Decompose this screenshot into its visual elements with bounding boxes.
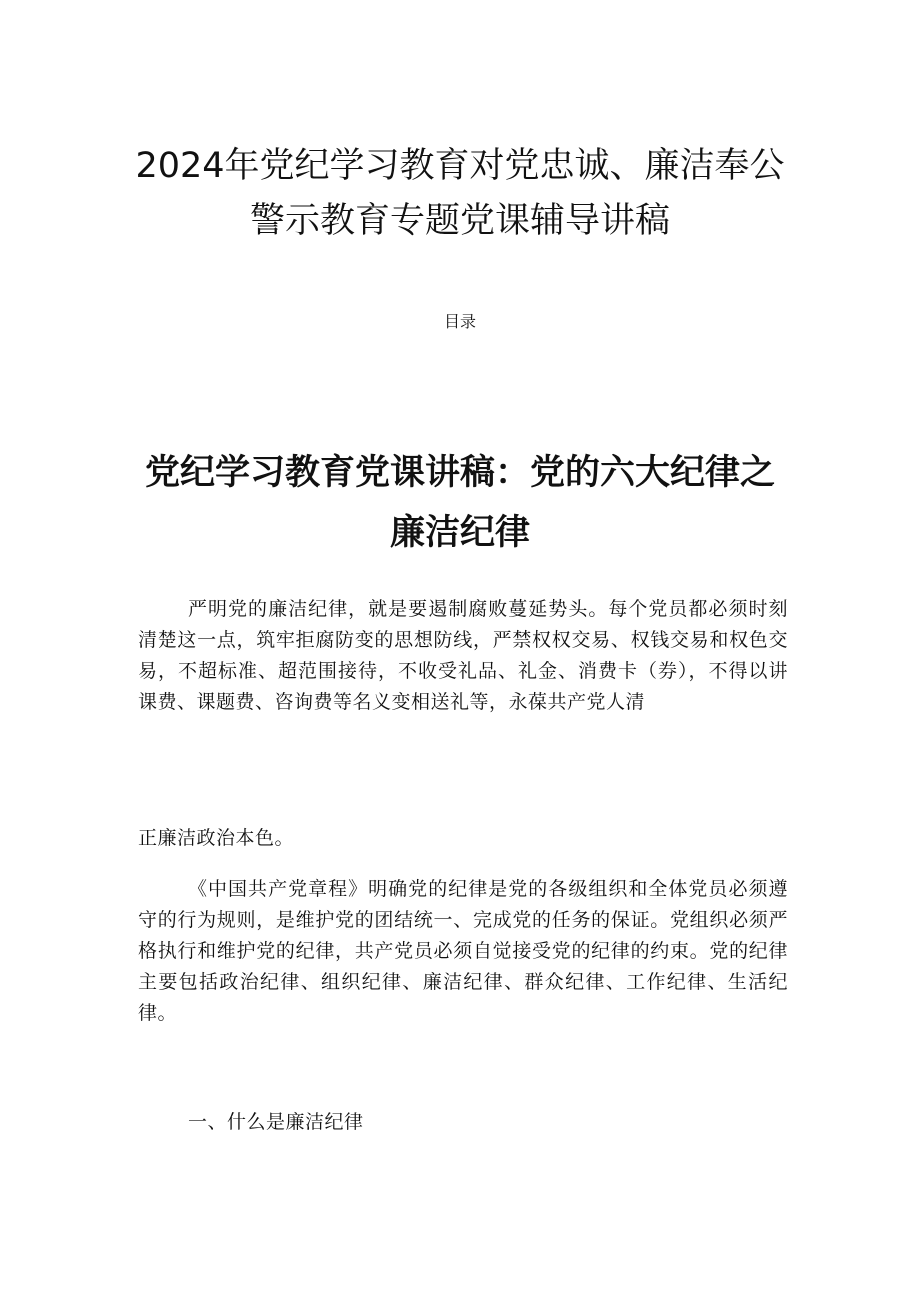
body-paragraph-2: 正廉洁政治本色。 xyxy=(138,827,295,849)
section-heading-1: 一、什么是廉洁纪律 xyxy=(188,1111,364,1133)
document-title-line-2: 警示教育专题党课辅导讲稿 xyxy=(249,201,670,241)
document-title-line-1: 2024年党纪学习教育对党忠诚、廉洁奉公 xyxy=(135,146,785,186)
body-paragraph-1: 严明党的廉洁纪律，就是要遏制腐败蔓延势头。每个党员都必须时刻清楚这一点，筑牢拒腐防变的思想防线，严禁权权交易、权钱交易和权色交易，不超标准、超范围接待，不收受礼品、礼金、消费卡（券），不得以讲课费、课题费、咨询费等名义变相送礼等，永葆共产党人清 xyxy=(138,598,788,713)
table-of-contents-label: 目录 xyxy=(443,312,476,331)
body-paragraph-3: 《中国共产党章程》明确党的纪律是党的各级组织和全体党员必须遵守的行为规则，是维护党的团结统一、完成党的任务的保证。党组织必须严格执行和维护党的纪律，共产党员必须自觉接受党的纪律的约束。党的纪律主要包括政治纪律、组织纪律、廉洁纪律、群众纪律、工作纪律、生活纪律。 xyxy=(138,878,788,1024)
section-title-line-2: 廉洁纪律 xyxy=(389,513,530,553)
section-title-line-1: 党纪学习教育党课讲稿：党的六大纪律之 xyxy=(144,453,775,493)
